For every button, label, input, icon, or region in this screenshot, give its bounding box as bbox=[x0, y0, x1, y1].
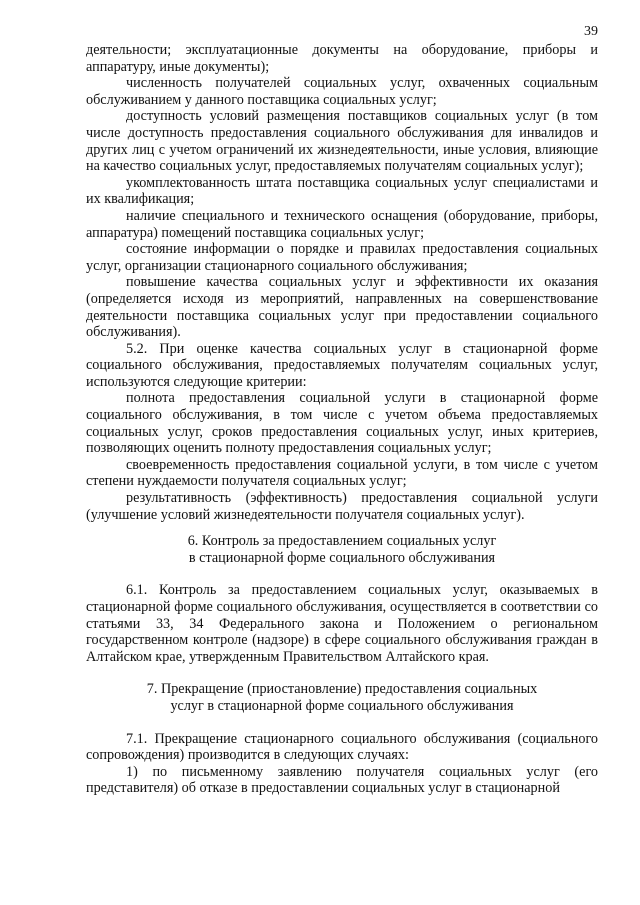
page-number: 39 bbox=[584, 24, 598, 39]
paragraph: численность получателей социальных услуг, охваченных социальным обслуживанием у данного поставщика социальных услуг; bbox=[86, 75, 598, 108]
paragraph: повышение качества социальных услуг и эффективности их оказания (определяется исходя из мероприятий, направленных на совершенствование деятельности поставщика социальных услуг при предоставлении социального обслуживания). bbox=[86, 274, 598, 341]
paragraph: наличие специального и технического оснащения (оборудование, приборы, аппаратура) помещений поставщика социальных услуг; bbox=[86, 207, 598, 241]
paragraph: своевременность предоставления социальной услуги, в том числе с учетом степени нуждаемости получателя социальных услуг; bbox=[86, 456, 598, 490]
section-heading-7 bbox=[86, 681, 598, 714]
paragraph: деятельности; эксплуатационные документы на оборудование, приборы и аппаратуру, иные документы); bbox=[86, 42, 598, 75]
section-heading-6 bbox=[86, 533, 598, 566]
paragraph: состояние информации о порядке и правилах предоставления социальных услуг, организации стационарного социального обслуживания; bbox=[86, 241, 598, 274]
paragraph: 1) по письменному заявлению получателя социальных услуг (его представителя) об отказе в предоставлении социальных услуг в стационарной bbox=[86, 763, 598, 797]
heading-line: 6. Контроль за предоставлением социальных услуг bbox=[187, 533, 497, 550]
paragraph: укомплектованность штата поставщика социальных услуг специалистами и их квалификация; bbox=[86, 174, 598, 208]
paragraph: доступность условий размещения поставщиков социальных услуг (в том числе доступность предоставления социального обслуживания для инвалидов и других лиц с учетом ограничений их жизнедеятельности, иные условия, влияющие на качество социальных услуг, предоставляемых получателям социальных услуг); bbox=[86, 108, 598, 175]
paragraph: 6.1. Контроль за предоставлением социальных услуг, оказываемых в стационарной форме социального обслуживания, осуществляется в соответствии со статьями 33, 34 Федерального закона и Положением о региональном государственном контроле (надзоре) в сфере социального обслуживания граждан в Алтайском крае, утвержденным Правительством Алтайского края. bbox=[86, 582, 598, 665]
paragraph: результативность (эффективность) предоставления социальной услуги (улучшение условий жизнедеятельности получателя социальных услуг). bbox=[86, 490, 598, 523]
heading-line: услуг в стационарной форме социального обслуживания bbox=[170, 697, 514, 714]
paragraph: 5.2. При оценке качества социальных услуг в стационарной форме социального обслуживания, предоставляемых получателям социальных услуг, используются следующие критерии: bbox=[86, 340, 598, 390]
document-body bbox=[86, 42, 598, 797]
heading-line: в стационарной форме социального обслуживания bbox=[188, 549, 496, 566]
heading-line: 7. Прекращение (приостановление) предоставления социальных bbox=[146, 681, 538, 698]
paragraph: полнота предоставления социальной услуги в стационарной форме социального обслуживания, в том числе с учетом объема предоставляемых социальных услуг, сроков предоставления социальных услуг, иных критериев, позволяющих оценить полноту предоставления социальных услуг; bbox=[86, 390, 598, 457]
paragraph: 7.1. Прекращение стационарного социального обслуживания (социального сопровождения) производится в следующих случаях: bbox=[86, 730, 598, 764]
